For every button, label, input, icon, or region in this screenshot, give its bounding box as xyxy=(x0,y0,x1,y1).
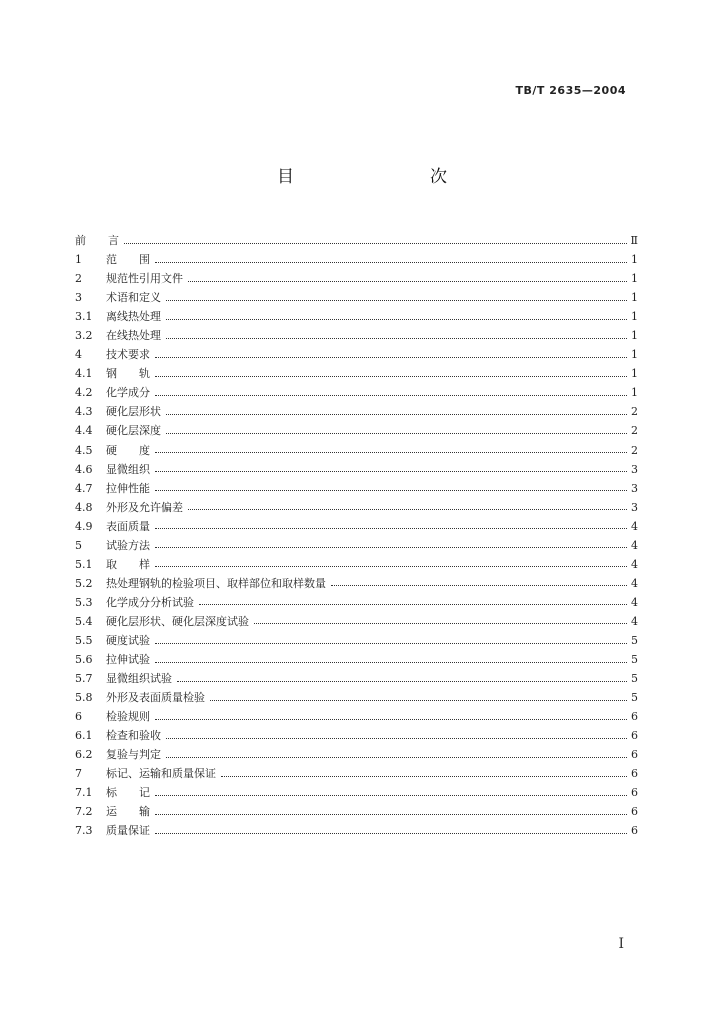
toc-entry[interactable] xyxy=(75,726,638,745)
toc-entry-label: 硬度试验 xyxy=(106,634,150,647)
toc-entry-page: 2 xyxy=(631,424,638,438)
toc-entry-page: 1 xyxy=(631,367,638,381)
toc-entry-number: 5.3 xyxy=(75,595,93,609)
toc-entry-page: 1 xyxy=(631,329,638,343)
toc-entry-page: 4 xyxy=(631,557,638,571)
dot-leader xyxy=(166,318,627,320)
toc-entry-number: 7 xyxy=(75,767,82,781)
toc-entry[interactable] xyxy=(75,650,638,669)
dot-leader xyxy=(221,775,627,777)
dot-leader xyxy=(155,527,627,529)
toc-entry-page: 5 xyxy=(631,691,638,705)
toc-entry-number: 4.1 xyxy=(75,367,93,381)
toc-entry[interactable] xyxy=(75,250,638,269)
toc-entry-label: 钢 轨 xyxy=(106,367,150,381)
dot-leader xyxy=(155,718,627,720)
toc-entry-number: 6.1 xyxy=(75,729,93,743)
toc-entry-number: 4.4 xyxy=(75,424,93,438)
toc-entry-page: 2 xyxy=(631,405,638,419)
toc-entry-label: 离线热处理 xyxy=(106,310,161,324)
toc-entry[interactable] xyxy=(75,479,638,498)
toc-entry-label: 拉伸性能 xyxy=(106,481,150,495)
toc-entry-label: 拉伸试验 xyxy=(106,653,150,667)
dot-leader xyxy=(155,794,627,796)
toc-entry-page: 4 xyxy=(631,614,638,628)
toc-entry-label: 在线热处理 xyxy=(106,329,161,343)
toc-entry-label: 检验规则 xyxy=(106,710,150,724)
toc-entry-number: 5.1 xyxy=(75,557,93,571)
toc-entry[interactable] xyxy=(75,498,638,517)
dot-leader xyxy=(188,280,627,282)
dot-leader xyxy=(155,394,627,396)
toc-entry-number: 7.2 xyxy=(75,805,93,819)
toc-entry-page: 6 xyxy=(631,824,638,838)
toc-entry-page: 6 xyxy=(631,729,638,743)
toc-entry-page: 3 xyxy=(631,462,638,476)
toc-entry[interactable] xyxy=(75,421,638,440)
toc-entry-number: 7.3 xyxy=(75,824,93,838)
toc-entry-page: 5 xyxy=(631,672,638,686)
toc-entry-label: 取 样 xyxy=(106,557,150,571)
dot-leader xyxy=(166,737,627,739)
toc-entry[interactable] xyxy=(75,688,638,707)
toc-entry-number: 4.8 xyxy=(75,500,93,514)
toc-entry[interactable] xyxy=(75,269,638,288)
toc-entry[interactable] xyxy=(75,593,638,612)
dot-leader xyxy=(155,565,627,567)
toc-entry[interactable] xyxy=(75,536,638,555)
toc-entry[interactable] xyxy=(75,441,638,460)
toc-entry-number: 6.2 xyxy=(75,748,93,762)
toc-entry-label: 技术要求 xyxy=(106,348,150,362)
toc-entry[interactable] xyxy=(75,574,638,593)
dot-leader xyxy=(210,699,627,701)
toc-entry-number: 4.9 xyxy=(75,519,93,533)
table-of-contents xyxy=(75,231,638,841)
toc-entry-number: 5.6 xyxy=(75,653,93,667)
toc-entry[interactable] xyxy=(75,402,638,421)
dot-leader xyxy=(155,642,627,644)
toc-entry[interactable] xyxy=(75,764,638,783)
toc-entry-label: 外形及表面质量检验 xyxy=(106,691,205,705)
toc-entry[interactable] xyxy=(75,555,638,574)
toc-entry[interactable] xyxy=(75,707,638,726)
toc-entry-number: 4.3 xyxy=(75,405,93,419)
toc-entry[interactable] xyxy=(75,460,638,479)
dot-leader xyxy=(155,261,627,263)
toc-entry-page: 4 xyxy=(631,576,638,590)
toc-entry-number: 3 xyxy=(75,291,82,305)
toc-entry-page: 6 xyxy=(631,786,638,800)
toc-entry-number: 5.8 xyxy=(75,691,93,705)
toc-entry-number: 1 xyxy=(75,253,82,267)
toc-entry-label: 显微组织 xyxy=(106,462,150,476)
toc-entry-page: 6 xyxy=(631,805,638,819)
toc-entry-page: 4 xyxy=(631,538,638,552)
toc-entry[interactable] xyxy=(75,669,638,688)
toc-entry-page: 1 xyxy=(631,272,638,286)
toc-entry[interactable] xyxy=(75,231,638,250)
toc-entry-label: 外形及允许偏差 xyxy=(106,500,183,514)
dot-leader xyxy=(155,356,627,358)
toc-entry-label: 硬化层形状、硬化层深度试验 xyxy=(106,614,249,628)
toc-entry-label: 硬化层形状 xyxy=(106,405,161,419)
toc-entry-label: 术语和定义 xyxy=(106,291,161,305)
toc-entry-number: 7.1 xyxy=(75,786,93,800)
toc-entry[interactable] xyxy=(75,307,638,326)
dot-leader xyxy=(155,661,627,663)
dot-leader xyxy=(155,470,627,472)
toc-entry-number: 4 xyxy=(75,348,82,362)
dot-leader xyxy=(155,546,627,548)
dot-leader xyxy=(166,299,627,301)
dot-leader xyxy=(166,337,627,339)
toc-entry-label: 复验与判定 xyxy=(106,748,161,762)
toc-entry-label: 热处理钢轨的检验项目、取样部位和取样数量 xyxy=(106,576,326,590)
dot-leader xyxy=(155,451,627,453)
toc-entry-label: 运 输 xyxy=(106,805,150,819)
standard-code: TB/T 2635—2004 xyxy=(515,84,626,97)
toc-entry-page: 5 xyxy=(631,653,638,667)
page-title: 目 次 xyxy=(277,167,481,187)
toc-entry[interactable] xyxy=(75,383,638,402)
toc-entry-number: 6 xyxy=(75,710,82,724)
toc-entry-page: 1 xyxy=(631,310,638,324)
dot-leader xyxy=(166,432,627,434)
toc-entry[interactable] xyxy=(75,612,638,631)
toc-entry[interactable] xyxy=(75,821,638,840)
toc-entry-number: 4.2 xyxy=(75,386,93,400)
toc-entry[interactable] xyxy=(75,326,638,345)
toc-entry-label: 硬化层深度 xyxy=(106,424,161,438)
toc-entry-page: 4 xyxy=(631,595,638,609)
toc-entry-number: 5.2 xyxy=(75,576,93,590)
toc-entry-number: 3.1 xyxy=(75,310,93,324)
toc-entry-page: 5 xyxy=(631,634,638,647)
dot-leader xyxy=(166,413,627,415)
toc-entry-page: 1 xyxy=(631,386,638,400)
toc-entry-label: 标记、运输和质量保证 xyxy=(106,767,216,781)
toc-entry-number: 5.4 xyxy=(75,614,93,628)
dot-leader xyxy=(254,622,627,624)
toc-entry-page: 3 xyxy=(631,481,638,495)
toc-entry-number: 2 xyxy=(75,272,82,286)
dot-leader xyxy=(166,756,627,758)
toc-entry-page: Ⅱ xyxy=(630,234,638,248)
toc-entry-page: 1 xyxy=(631,348,638,362)
toc-entry[interactable] xyxy=(75,345,638,364)
toc-entry-number: 4.6 xyxy=(75,462,93,476)
toc-entry-number: 4.5 xyxy=(75,443,93,457)
toc-entry-number: 5.5 xyxy=(75,634,93,647)
dot-leader xyxy=(155,832,627,834)
toc-entry-page: 6 xyxy=(631,710,638,724)
toc-entry-number: 3.2 xyxy=(75,329,93,343)
dot-leader xyxy=(331,584,627,586)
dot-leader xyxy=(155,813,627,815)
dot-leader xyxy=(199,603,627,605)
toc-entry-label: 质量保证 xyxy=(106,824,150,838)
toc-entry-page: 6 xyxy=(631,767,638,781)
toc-entry-label: 显微组织试验 xyxy=(106,672,172,686)
toc-entry[interactable] xyxy=(75,364,638,383)
toc-entry-page: 4 xyxy=(631,519,638,533)
dot-leader xyxy=(155,489,627,491)
toc-entry-page: 6 xyxy=(631,748,638,762)
toc-entry-number: 5.7 xyxy=(75,672,93,686)
toc-entry-page: 3 xyxy=(631,500,638,514)
toc-entry[interactable] xyxy=(75,802,638,821)
toc-entry-label: 化学成分 xyxy=(106,386,150,400)
toc-entry-number: 5 xyxy=(75,538,82,552)
toc-entry-page: 1 xyxy=(631,291,638,305)
dot-leader xyxy=(177,680,627,682)
toc-entry-label: 硬 度 xyxy=(106,443,150,457)
toc-entry-number: 4.7 xyxy=(75,481,93,495)
toc-entry-label: 范 围 xyxy=(106,253,150,267)
toc-entry[interactable] xyxy=(75,745,638,764)
toc-entry-label: 检查和验收 xyxy=(106,729,161,743)
dot-leader xyxy=(124,242,627,244)
toc-entry[interactable] xyxy=(75,631,638,650)
toc-entry[interactable] xyxy=(75,288,638,307)
page-number: I xyxy=(618,936,624,952)
toc-entry-page: 1 xyxy=(631,253,638,267)
toc-entry-label: 试验方法 xyxy=(106,538,150,552)
dot-leader xyxy=(155,375,627,377)
toc-entry[interactable] xyxy=(75,783,638,802)
toc-entry-number: 前 言 xyxy=(75,234,119,248)
toc-entry-label: 规范性引用文件 xyxy=(106,272,183,286)
toc-entry-page: 2 xyxy=(631,443,638,457)
dot-leader xyxy=(188,508,627,510)
toc-entry-label: 标 记 xyxy=(106,786,150,800)
toc-entry-label: 化学成分分析试验 xyxy=(106,595,194,609)
toc-entry-label: 表面质量 xyxy=(106,519,150,533)
toc-entry[interactable] xyxy=(75,517,638,536)
